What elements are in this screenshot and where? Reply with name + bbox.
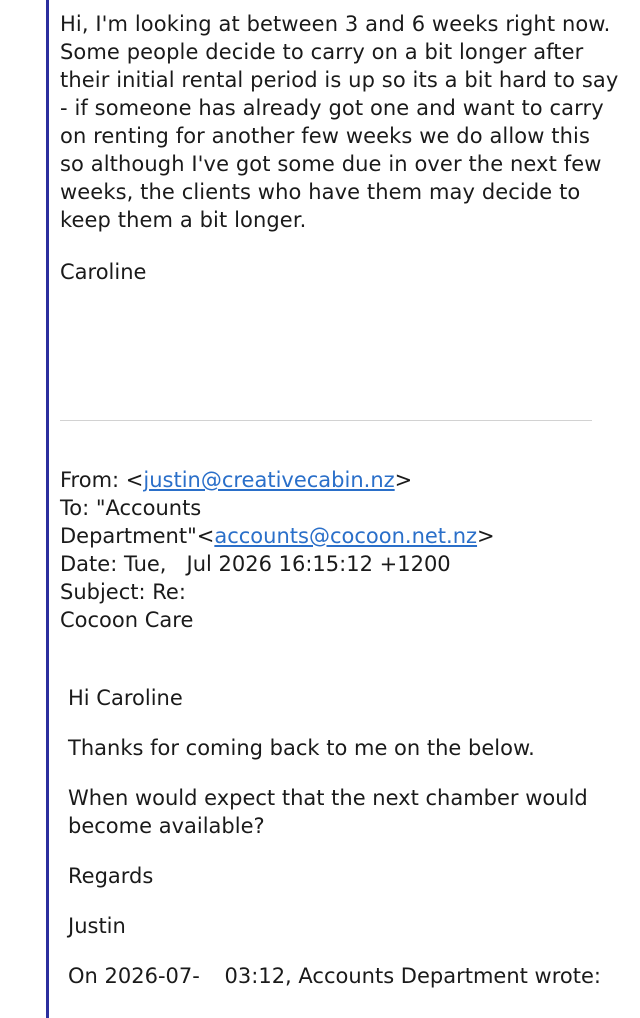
attribution-prefix: On 2026-07- [68, 964, 200, 988]
quoted-name: Justin [68, 914, 126, 938]
date-row [60, 550, 620, 578]
to-email-link[interactable]: accounts@cocoon.net.nz [214, 524, 478, 548]
reply-signature: Caroline [60, 260, 147, 284]
date-prefix: Date: Tue, [60, 552, 167, 576]
quoted-closing: Regards [68, 864, 154, 888]
forwarded-headers [60, 466, 620, 634]
quoted-line-2: When would expect that the next chamber would become available? [68, 786, 588, 838]
to-label: Department"< [60, 524, 215, 548]
from-label: From: < [60, 468, 144, 492]
quoted-greeting: Hi Caroline [68, 686, 183, 710]
subject-row-1: Subject: Re: [60, 580, 186, 604]
reply-section [60, 10, 620, 286]
from-email-link[interactable]: justin@creativecabin.nz [143, 468, 395, 492]
quoted-message [68, 684, 608, 990]
date-rest: Jul 2026 16:15:12 +1200 [186, 552, 451, 576]
from-close: > [394, 468, 413, 492]
from-row [60, 466, 620, 494]
quoted-line-1: Thanks for coming back to me on the below. [68, 736, 535, 760]
subject-row-2: Cocoon Care [60, 608, 194, 632]
attribution-rest: 03:12, Accounts Department wrote: [224, 964, 601, 988]
to-close: > [477, 524, 495, 548]
to-row-2 [60, 522, 620, 550]
message-divider [60, 420, 592, 421]
reply-body: Hi, I'm looking at between 3 and 6 weeks right now. Some people decide to carry on a bit longer after their initial rental period is up so its a bit hard to say - if someone has already got one and want to carry on renting for another few weeks we do allow this so although I've got some due in over the next few weeks, the clients who have them may decide to keep them a bit longer. [60, 12, 619, 232]
to-row-1: To: "Accounts [60, 496, 202, 520]
quoted-attribution [68, 962, 608, 990]
quote-bar [46, 0, 49, 1018]
